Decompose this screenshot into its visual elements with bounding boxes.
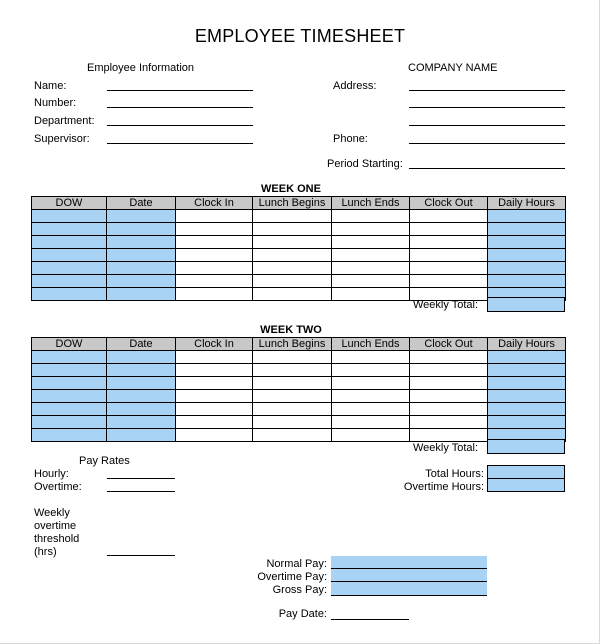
overtime-field[interactable] bbox=[107, 491, 175, 492]
lunch-ends-cell[interactable] bbox=[332, 429, 410, 442]
date-cell[interactable] bbox=[107, 351, 176, 364]
total-hours-field[interactable] bbox=[487, 465, 565, 479]
lunch-ends-cell[interactable] bbox=[332, 249, 410, 262]
overtime-pay-field[interactable] bbox=[331, 581, 487, 582]
dow-cell[interactable] bbox=[32, 249, 107, 262]
lunch-begins-cell[interactable] bbox=[253, 416, 332, 429]
clock-out-cell[interactable] bbox=[410, 223, 488, 236]
date-cell[interactable] bbox=[107, 275, 176, 288]
daily-hours-cell[interactable] bbox=[488, 364, 566, 377]
employee-info-heading: Employee Information bbox=[87, 62, 194, 74]
dow-cell[interactable] bbox=[32, 275, 107, 288]
pay-date-field[interactable] bbox=[331, 619, 409, 620]
clock-in-cell[interactable] bbox=[176, 364, 253, 377]
table-row bbox=[32, 236, 566, 249]
lunch-begins-cell[interactable] bbox=[253, 262, 332, 275]
date-cell[interactable] bbox=[107, 210, 176, 223]
clock-in-cell[interactable] bbox=[176, 236, 253, 249]
department-field[interactable] bbox=[107, 125, 253, 126]
clock-out-cell[interactable] bbox=[410, 364, 488, 377]
pay-fields-background bbox=[331, 556, 487, 596]
date-cell[interactable] bbox=[107, 223, 176, 236]
department-label: Department: bbox=[34, 115, 95, 127]
dow-cell[interactable] bbox=[32, 429, 107, 442]
address-label: Address: bbox=[333, 80, 377, 92]
col-dow: DOW bbox=[32, 338, 107, 351]
hourly-field[interactable] bbox=[107, 478, 175, 479]
phone-label: Phone: bbox=[333, 133, 368, 145]
lunch-begins-cell[interactable] bbox=[253, 403, 332, 416]
date-cell[interactable] bbox=[107, 416, 176, 429]
period-starting-field[interactable] bbox=[409, 168, 565, 169]
clock-in-cell[interactable] bbox=[176, 377, 253, 390]
hourly-label: Hourly: bbox=[34, 468, 69, 480]
col-date: Date bbox=[107, 197, 176, 210]
clock-out-cell[interactable] bbox=[410, 249, 488, 262]
threshold-label-line-3: threshold bbox=[34, 533, 80, 545]
threshold-label-line-2: overtime bbox=[34, 520, 77, 532]
date-cell[interactable] bbox=[107, 403, 176, 416]
total-hours-label: Total Hours: bbox=[425, 468, 484, 480]
clock-in-cell[interactable] bbox=[176, 275, 253, 288]
lunch-ends-cell[interactable] bbox=[332, 236, 410, 249]
lunch-ends-cell[interactable] bbox=[332, 351, 410, 364]
gross-pay-field[interactable] bbox=[331, 595, 487, 596]
week-two-weekly-total-field[interactable] bbox=[487, 439, 565, 454]
lunch-ends-cell[interactable] bbox=[332, 377, 410, 390]
gross-pay-label: Gross Pay: bbox=[272, 584, 327, 596]
date-cell[interactable] bbox=[107, 429, 176, 442]
table-row bbox=[32, 210, 566, 223]
table-row bbox=[32, 351, 566, 364]
lunch-begins-cell[interactable] bbox=[253, 429, 332, 442]
lunch-begins-cell[interactable] bbox=[253, 210, 332, 223]
lunch-begins-cell[interactable] bbox=[253, 236, 332, 249]
week-two-weekly-total-label: Weekly Total: bbox=[412, 442, 478, 454]
lunch-begins-cell[interactable] bbox=[253, 223, 332, 236]
lunch-begins-cell[interactable] bbox=[253, 249, 332, 262]
week-two-table bbox=[31, 337, 566, 442]
normal-pay-label: Normal Pay: bbox=[266, 558, 327, 570]
page-title: EMPLOYEE TIMESHEET bbox=[194, 26, 406, 46]
date-cell[interactable] bbox=[107, 249, 176, 262]
overtime-hours-field[interactable] bbox=[487, 478, 565, 492]
period-starting-label: Period Starting: bbox=[327, 158, 403, 170]
daily-hours-cell[interactable] bbox=[488, 351, 566, 364]
daily-hours-cell[interactable] bbox=[488, 262, 566, 275]
col-clock-out: Clock Out bbox=[410, 338, 488, 351]
number-label: Number: bbox=[34, 97, 77, 109]
dow-cell[interactable] bbox=[32, 416, 107, 429]
clock-out-cell[interactable] bbox=[410, 429, 488, 442]
daily-hours-cell[interactable] bbox=[488, 210, 566, 223]
dow-cell[interactable] bbox=[32, 377, 107, 390]
clock-out-cell[interactable] bbox=[410, 236, 488, 249]
lunch-begins-cell[interactable] bbox=[253, 377, 332, 390]
threshold-label-line-1: Weekly bbox=[34, 507, 70, 519]
name-field[interactable] bbox=[107, 90, 253, 91]
table-row bbox=[32, 429, 566, 442]
overtime-label: Overtime: bbox=[34, 481, 82, 493]
clock-in-cell[interactable] bbox=[176, 416, 253, 429]
lunch-begins-cell[interactable] bbox=[253, 390, 332, 403]
daily-hours-cell[interactable] bbox=[488, 236, 566, 249]
clock-out-cell[interactable] bbox=[410, 416, 488, 429]
overtime-threshold-field[interactable] bbox=[107, 555, 175, 556]
date-cell[interactable] bbox=[107, 262, 176, 275]
lunch-ends-cell[interactable] bbox=[332, 262, 410, 275]
lunch-ends-cell[interactable] bbox=[332, 403, 410, 416]
clock-out-cell[interactable] bbox=[410, 351, 488, 364]
col-lunch-ends: Lunch Ends bbox=[332, 197, 410, 210]
dow-cell[interactable] bbox=[32, 390, 107, 403]
name-label: Name: bbox=[34, 80, 67, 92]
week-one-weekly-total-label: Weekly Total: bbox=[412, 299, 478, 311]
week-two-title: WEEK TWO bbox=[260, 324, 322, 336]
supervisor-label: Supervisor: bbox=[34, 133, 90, 145]
clock-in-cell[interactable] bbox=[176, 262, 253, 275]
table-row bbox=[32, 390, 566, 403]
dow-cell[interactable] bbox=[32, 210, 107, 223]
daily-hours-cell[interactable] bbox=[488, 416, 566, 429]
lunch-ends-cell[interactable] bbox=[332, 416, 410, 429]
dow-cell[interactable] bbox=[32, 223, 107, 236]
daily-hours-cell[interactable] bbox=[488, 223, 566, 236]
week-two-header-row bbox=[32, 338, 566, 351]
col-lunch-begins: Lunch Begins bbox=[253, 338, 332, 351]
clock-out-cell[interactable] bbox=[410, 210, 488, 223]
dow-cell[interactable] bbox=[32, 236, 107, 249]
threshold-label-line-4: (hrs) bbox=[34, 546, 57, 558]
address-field-line-3[interactable] bbox=[409, 125, 565, 126]
lunch-begins-cell[interactable] bbox=[253, 275, 332, 288]
lunch-ends-cell[interactable] bbox=[332, 210, 410, 223]
date-cell[interactable] bbox=[107, 236, 176, 249]
col-dow: DOW bbox=[32, 197, 107, 210]
overtime-hours-label: Overtime Hours: bbox=[403, 481, 484, 493]
table-row bbox=[32, 275, 566, 288]
dow-cell[interactable] bbox=[32, 364, 107, 377]
date-cell[interactable] bbox=[107, 390, 176, 403]
col-date: Date bbox=[107, 338, 176, 351]
table-row bbox=[32, 249, 566, 262]
clock-out-cell[interactable] bbox=[410, 377, 488, 390]
col-daily-hours: Daily Hours bbox=[488, 338, 566, 351]
dow-cell[interactable] bbox=[32, 351, 107, 364]
address-field-line-1[interactable] bbox=[409, 90, 565, 91]
lunch-begins-cell[interactable] bbox=[253, 364, 332, 377]
daily-hours-cell[interactable] bbox=[488, 377, 566, 390]
clock-in-cell[interactable] bbox=[176, 351, 253, 364]
clock-out-cell[interactable] bbox=[410, 403, 488, 416]
col-clock-out: Clock Out bbox=[410, 197, 488, 210]
table-row bbox=[32, 403, 566, 416]
lunch-ends-cell[interactable] bbox=[332, 275, 410, 288]
table-row bbox=[32, 416, 566, 429]
col-daily-hours: Daily Hours bbox=[488, 197, 566, 210]
clock-in-cell[interactable] bbox=[176, 210, 253, 223]
clock-out-cell[interactable] bbox=[410, 262, 488, 275]
week-one-title: WEEK ONE bbox=[261, 183, 321, 195]
dow-cell[interactable] bbox=[32, 403, 107, 416]
table-row bbox=[32, 223, 566, 236]
address-field-line-2[interactable] bbox=[409, 107, 565, 108]
clock-in-cell[interactable] bbox=[176, 249, 253, 262]
date-cell[interactable] bbox=[107, 377, 176, 390]
number-field[interactable] bbox=[107, 107, 253, 108]
week-one-header-row bbox=[32, 197, 566, 210]
daily-hours-cell[interactable] bbox=[488, 403, 566, 416]
normal-pay-field[interactable] bbox=[331, 568, 487, 569]
week-one-weekly-total-field[interactable] bbox=[487, 297, 565, 312]
clock-in-cell[interactable] bbox=[176, 288, 253, 301]
overtime-threshold-label bbox=[34, 507, 79, 559]
lunch-ends-cell[interactable] bbox=[332, 223, 410, 236]
pay-date-label: Pay Date: bbox=[278, 608, 327, 620]
clock-out-cell[interactable] bbox=[410, 390, 488, 403]
col-lunch-ends: Lunch Ends bbox=[332, 338, 410, 351]
col-lunch-begins: Lunch Begins bbox=[253, 197, 332, 210]
clock-in-cell[interactable] bbox=[176, 223, 253, 236]
daily-hours-cell[interactable] bbox=[488, 390, 566, 403]
pay-rates-heading: Pay Rates bbox=[79, 455, 130, 467]
date-cell[interactable] bbox=[107, 364, 176, 377]
week-one-table bbox=[31, 196, 566, 301]
clock-in-cell[interactable] bbox=[176, 390, 253, 403]
daily-hours-cell[interactable] bbox=[488, 249, 566, 262]
dow-cell[interactable] bbox=[32, 288, 107, 301]
clock-out-cell[interactable] bbox=[410, 275, 488, 288]
table-row bbox=[32, 288, 566, 301]
phone-field[interactable] bbox=[409, 143, 565, 144]
col-clock-in: Clock In bbox=[176, 338, 253, 351]
table-row bbox=[32, 377, 566, 390]
date-cell[interactable] bbox=[107, 288, 176, 301]
dow-cell[interactable] bbox=[32, 262, 107, 275]
lunch-ends-cell[interactable] bbox=[332, 364, 410, 377]
company-name-heading: COMPANY NAME bbox=[408, 62, 498, 74]
lunch-begins-cell[interactable] bbox=[253, 288, 332, 301]
supervisor-field[interactable] bbox=[107, 143, 253, 144]
lunch-ends-cell[interactable] bbox=[332, 390, 410, 403]
table-row bbox=[32, 262, 566, 275]
daily-hours-cell[interactable] bbox=[488, 275, 566, 288]
overtime-pay-label: Overtime Pay: bbox=[257, 571, 327, 583]
clock-in-cell[interactable] bbox=[176, 429, 253, 442]
lunch-begins-cell[interactable] bbox=[253, 351, 332, 364]
table-row bbox=[32, 364, 566, 377]
col-clock-in: Clock In bbox=[176, 197, 253, 210]
clock-in-cell[interactable] bbox=[176, 403, 253, 416]
